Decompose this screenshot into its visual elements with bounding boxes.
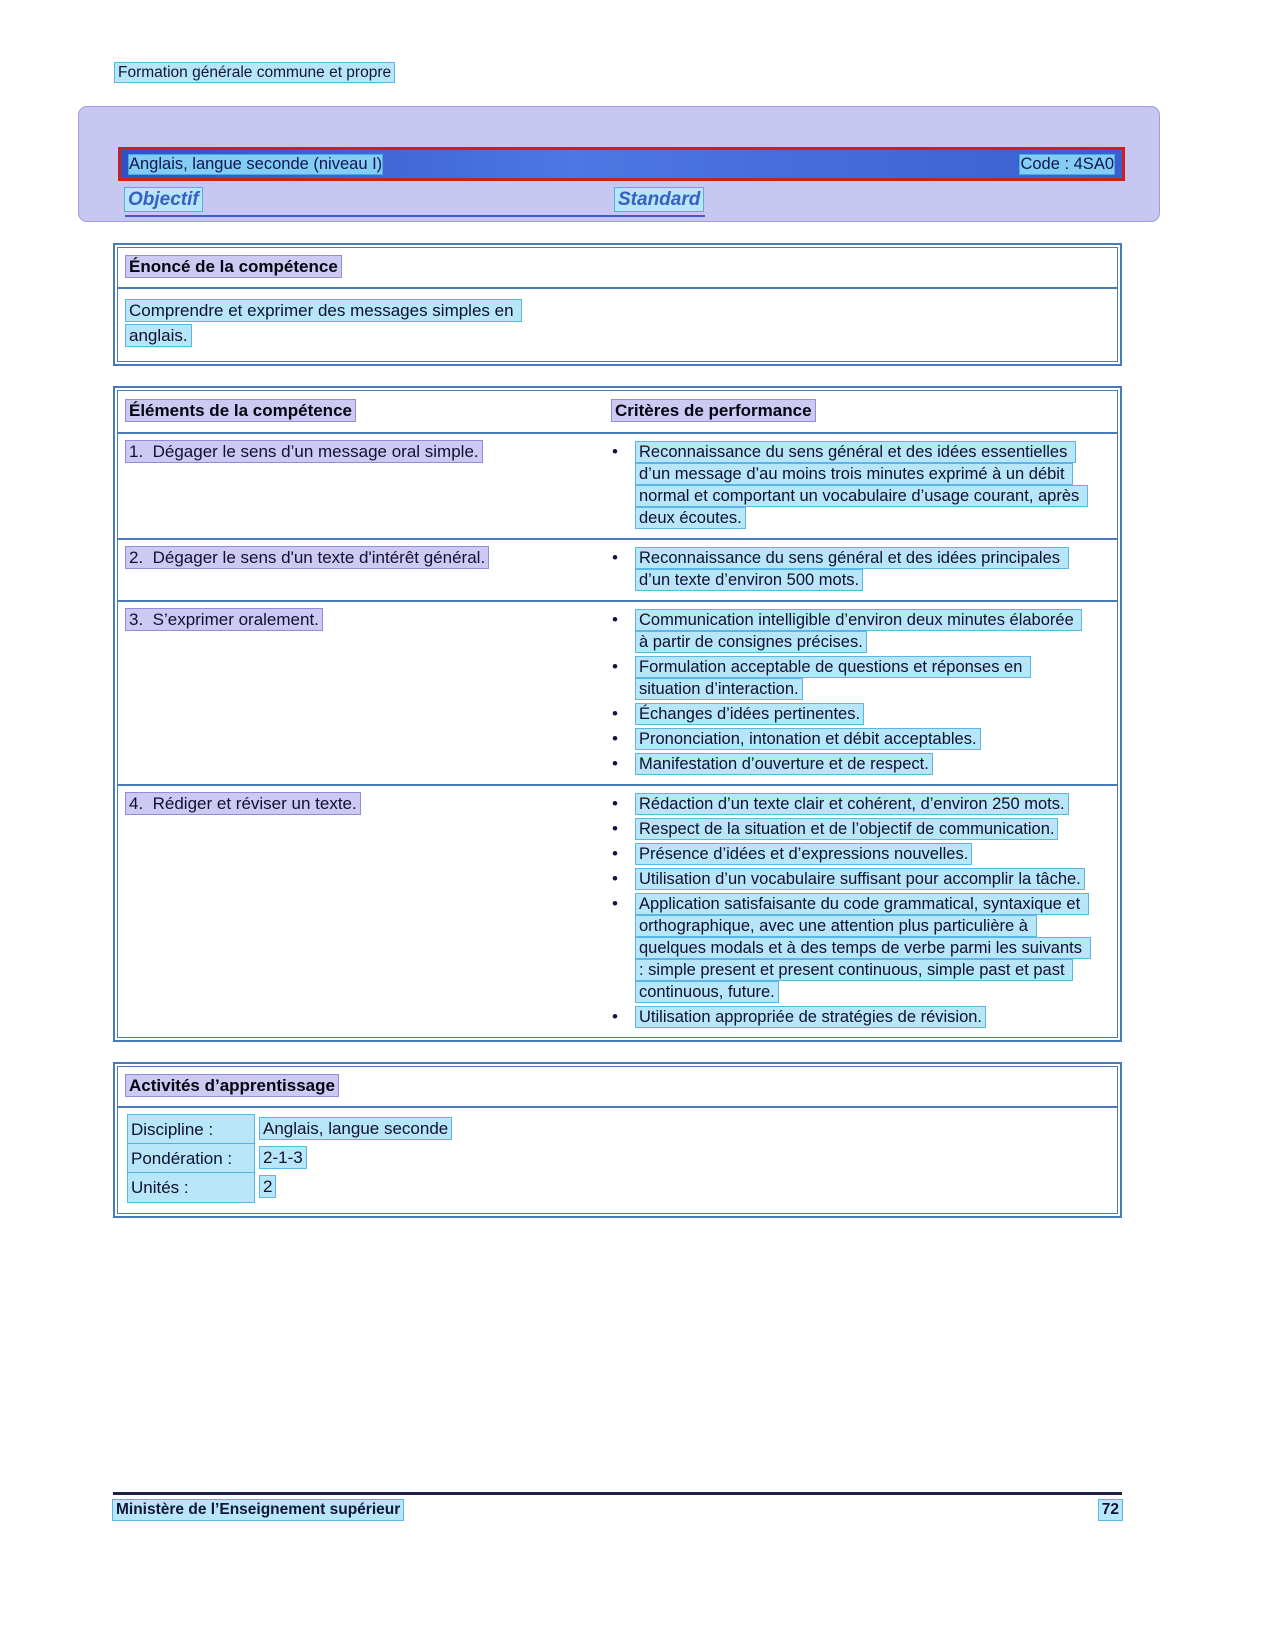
page-number: 72	[1099, 1500, 1122, 1520]
element-label: 4. Rédiger et réviser un texte.	[126, 793, 360, 814]
activite-value: Anglais, langue seconde	[260, 1118, 451, 1139]
criterion-item	[612, 441, 1107, 529]
standard-heading: Standard	[615, 188, 703, 211]
element-label-cell	[118, 602, 600, 784]
activite-label-cell	[128, 1144, 260, 1173]
activite-row-unites	[118, 1173, 1117, 1202]
enonce-body-row	[118, 289, 1117, 361]
criterion-text: Respect de la situation et de l’objectif de communication.	[636, 819, 1057, 839]
criteria-list	[600, 434, 1117, 538]
objectif-column-heading	[125, 189, 615, 217]
bullet-icon	[612, 609, 636, 631]
bullet-icon	[612, 843, 636, 865]
objectif-standard-row	[125, 189, 717, 217]
activite-label-cell	[128, 1173, 260, 1202]
criterion-item	[612, 868, 1107, 890]
bullet-icon	[612, 818, 636, 840]
element-label: 2. Dégager le sens d'un texte d'intérêt général.	[126, 547, 488, 568]
criterion-text: Reconnaissance du sens général et des idées essentielles d’un message d’au moins trois minutes exprimé à un débit normal et comportant un vocabulaire d’usage courant, après deux écoutes.	[636, 442, 1087, 528]
element-row-4	[118, 784, 1117, 1037]
element-label-cell	[118, 540, 600, 600]
criterion-text: Formulation acceptable de questions et réponses en situation d’interaction.	[636, 657, 1030, 699]
element-label-cell	[118, 434, 600, 538]
activite-value: 2	[260, 1176, 275, 1197]
bullet-icon	[612, 868, 636, 890]
objectif-heading: Objectif	[125, 188, 202, 211]
criterion-text: Rédaction d’un texte clair et cohérent, d’environ 250 mots.	[636, 794, 1068, 814]
header-note-text: Formation générale commune et propre	[115, 63, 394, 82]
course-title-bar	[118, 147, 1125, 181]
course-title: Anglais, langue seconde (niveau I)	[129, 154, 383, 173]
criteres-header: Critères de performance	[612, 400, 815, 421]
criteria-list	[600, 786, 1117, 1037]
activite-label-cell	[128, 1115, 260, 1144]
bullet-icon	[612, 1006, 636, 1028]
activite-value: 2-1-3	[260, 1147, 306, 1168]
document-content	[113, 243, 1122, 1218]
footer-text: Ministère de l’Enseignement supérieur	[113, 1500, 403, 1520]
enonce-header-row	[118, 248, 1117, 289]
enonce-body-text: Comprendre et exprimer des messages simples en anglais.	[126, 300, 521, 346]
criteria-list	[600, 602, 1117, 784]
enonce-header: Énoncé de la compétence	[126, 256, 341, 277]
bullet-icon	[612, 728, 636, 750]
bullet-icon	[612, 893, 636, 915]
criterion-text: Application satisfaisante du code grammatical, syntaxique et orthographique, avec une attention plus particulière à quelques modals et à des temps de verbe parmi les suivants : simple present et present continuous, simple past et past continuous, future.	[636, 894, 1090, 1002]
criterion-text: Échanges d’idées pertinentes.	[636, 704, 863, 724]
criterion-text: Utilisation d’un vocabulaire suffisant pour accomplir la tâche.	[636, 869, 1084, 889]
activite-row-discipline	[118, 1115, 1117, 1144]
criterion-item	[612, 1006, 1107, 1028]
activite-row-ponderation	[118, 1144, 1117, 1173]
bullet-icon	[612, 441, 636, 463]
activite-label: Discipline :	[128, 1115, 254, 1144]
criterion-text: Communication intelligible d’environ deux minutes élaborée à partir de consignes précises.	[636, 610, 1081, 652]
competence-table	[113, 386, 1122, 1042]
activite-label: Pondération :	[128, 1144, 254, 1173]
criterion-item	[612, 818, 1107, 840]
criterion-text: Manifestation d’ouverture et de respect.	[636, 754, 932, 774]
bullet-icon	[612, 703, 636, 725]
enonce-table	[113, 243, 1122, 366]
page-footer	[113, 1492, 1122, 1520]
course-code: Code : 4SA0	[1020, 154, 1114, 173]
activite-label: Unités :	[128, 1173, 254, 1202]
element-label-cell	[118, 786, 600, 1037]
element-row-3	[118, 600, 1117, 784]
bullet-icon	[612, 547, 636, 569]
elements-header-cell	[118, 391, 600, 432]
bullet-icon	[612, 793, 636, 815]
activites-header: Activités d’apprentissage	[126, 1075, 338, 1096]
standard-column-heading	[615, 189, 705, 217]
criteres-header-cell	[600, 391, 1117, 432]
criterion-item	[612, 793, 1107, 815]
bullet-icon	[612, 656, 636, 678]
criterion-item	[612, 609, 1107, 653]
element-row-2	[118, 538, 1117, 600]
activites-table	[113, 1062, 1122, 1218]
criterion-text: Utilisation appropriée de stratégies de révision.	[636, 1007, 985, 1027]
criterion-item	[612, 753, 1107, 775]
criterion-item	[612, 893, 1107, 1003]
criterion-item	[612, 728, 1107, 750]
element-label: 1. Dégager le sens d’un message oral simple.	[126, 441, 482, 462]
header-note	[115, 64, 394, 82]
criterion-text: Présence d’idées et d’expressions nouvelles.	[636, 844, 971, 864]
activites-body	[118, 1108, 1117, 1213]
competence-header-row	[118, 391, 1117, 432]
criterion-item	[612, 843, 1107, 865]
element-label: 3. S’exprimer oralement.	[126, 609, 322, 630]
criterion-item	[612, 656, 1107, 700]
criterion-item	[612, 703, 1107, 725]
criterion-text: Prononciation, intonation et débit acceptables.	[636, 729, 980, 749]
criterion-item	[612, 547, 1107, 591]
element-row-1	[118, 432, 1117, 538]
bullet-icon	[612, 753, 636, 775]
criterion-text: Reconnaissance du sens général et des idées principales d’un texte d’environ 500 mots.	[636, 548, 1068, 590]
elements-header: Éléments de la compétence	[126, 400, 355, 421]
activites-header-row	[118, 1067, 1117, 1108]
criteria-list	[600, 540, 1117, 600]
